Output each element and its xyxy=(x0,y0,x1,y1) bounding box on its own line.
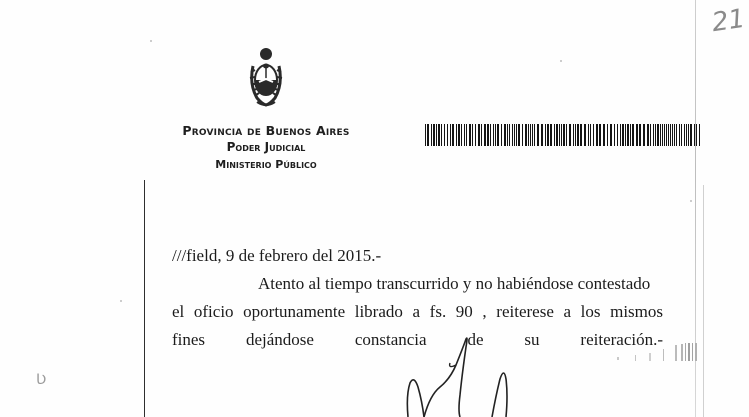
letterhead xyxy=(150,122,382,173)
signature-icon xyxy=(380,335,530,417)
page-edge-line-secondary xyxy=(703,185,704,417)
letterhead-province: Provincia de Buenos Aires xyxy=(182,123,350,138)
page-number-mark: 21 xyxy=(710,3,748,39)
left-margin-rule xyxy=(144,180,145,417)
letterhead-judicial-power: Poder Judicial xyxy=(226,140,306,154)
scan-speck xyxy=(120,300,122,302)
coat-of-arms-icon xyxy=(247,46,285,108)
scan-speck xyxy=(150,40,152,42)
paragraph-line-3: fines dejándose constancia de su reiteración.- xyxy=(172,330,663,349)
letterhead-public-ministry: Ministerio Público xyxy=(215,158,317,171)
scan-noise xyxy=(615,343,700,363)
paragraph-line-2: el oficio oportunamente librado a fs. 90 , reiterese a los mismos xyxy=(172,302,663,321)
stray-pencil-mark: Ʋ xyxy=(36,372,47,388)
paragraph-line-1: Atento al tiempo transcurrido y no habiéndose contestado xyxy=(258,274,651,293)
scan-speck xyxy=(690,200,692,202)
scan-speck xyxy=(560,60,562,62)
barcode-icon xyxy=(425,124,700,146)
date-line: ///field, 9 de febrero del 2015.- xyxy=(172,246,382,265)
